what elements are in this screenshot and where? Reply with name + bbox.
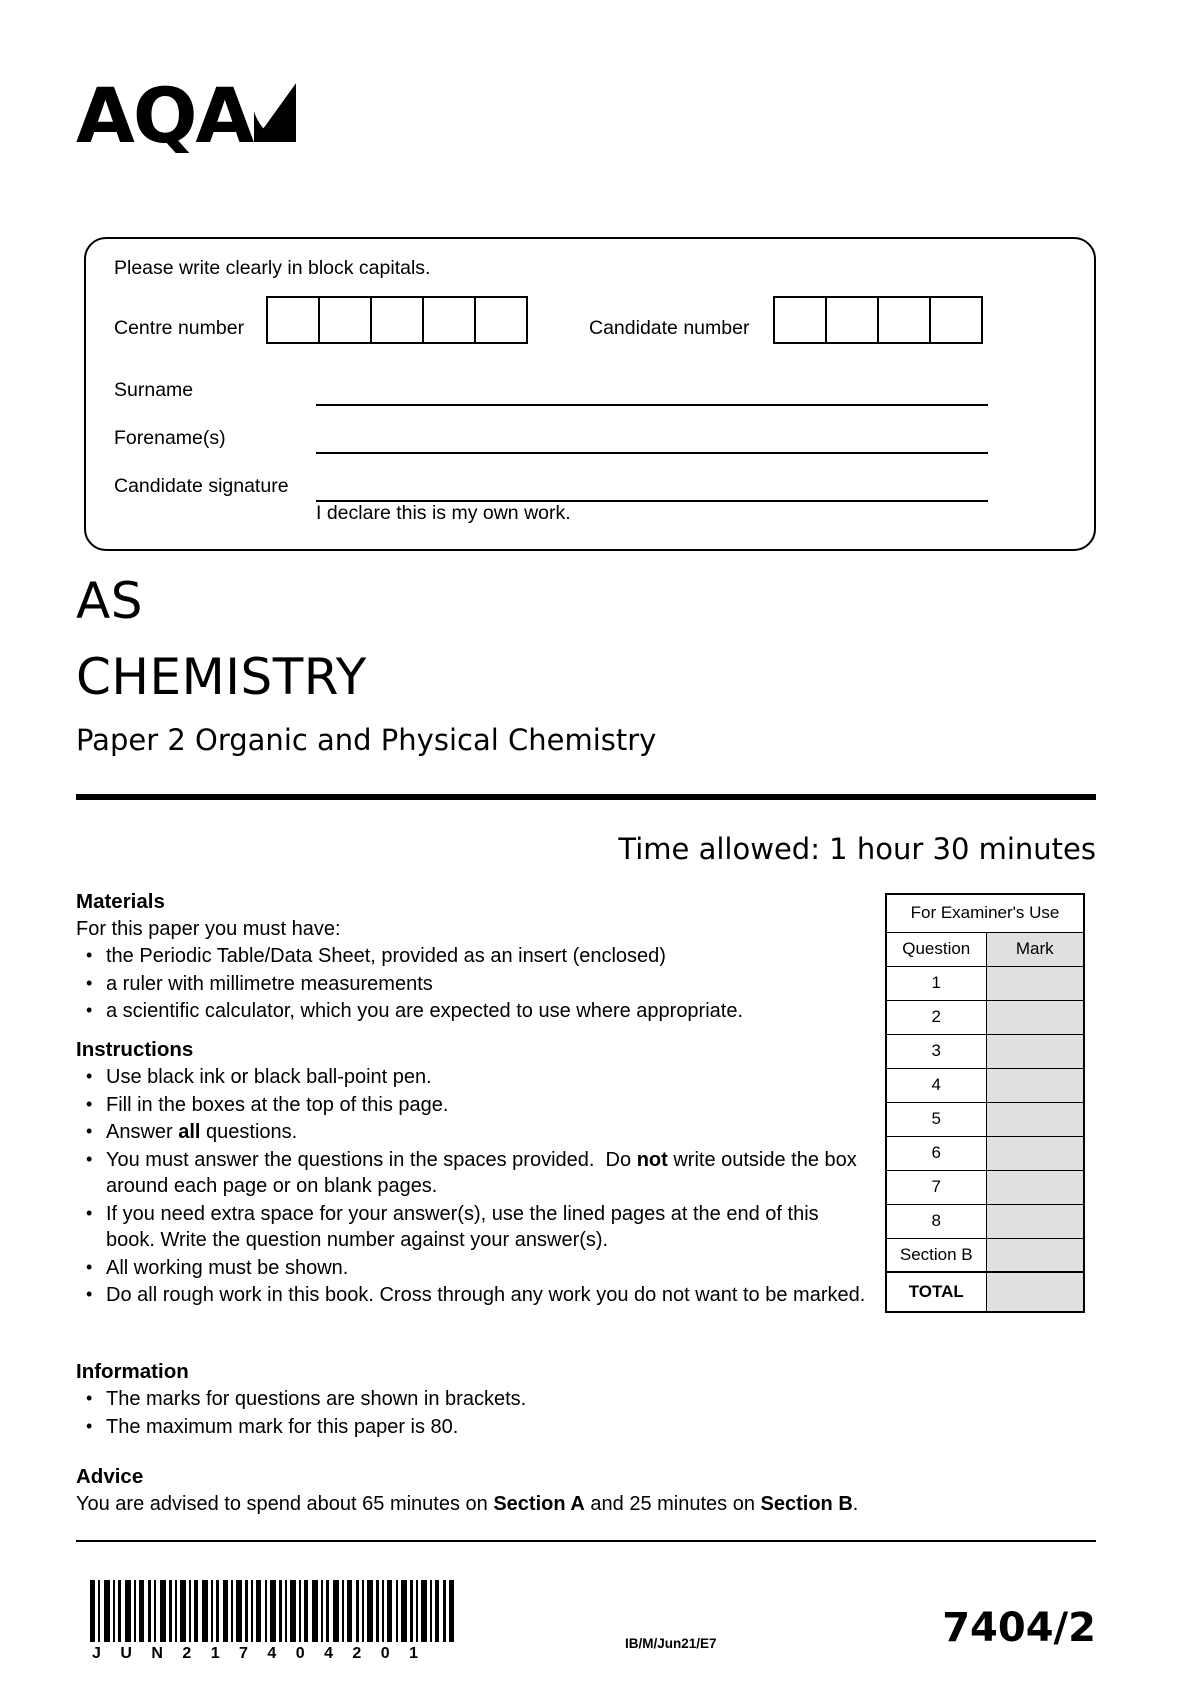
surname-label: Surname — [114, 379, 194, 401]
mark-input[interactable] — [986, 1136, 1084, 1170]
question-number: Section B — [886, 1238, 986, 1272]
barcode-bars — [90, 1580, 460, 1642]
aqa-logo-text: AQA — [76, 71, 253, 160]
total-mark-input[interactable] — [986, 1272, 1084, 1312]
materials-heading: Materials — [76, 890, 165, 913]
candidate-number-label: Candidate number — [589, 317, 750, 339]
mark-input[interactable] — [986, 1068, 1084, 1102]
table-row — [886, 1272, 1084, 1312]
information-heading: Information — [76, 1360, 189, 1383]
forenames-label: Forename(s) — [114, 427, 226, 449]
table-row — [886, 1170, 1084, 1204]
list-item: • the Periodic Table/Data Sheet, provided as an insert (enclosed) — [106, 943, 866, 970]
mark-input[interactable] — [986, 1000, 1084, 1034]
list-item: • Answer all questions. — [106, 1119, 866, 1146]
examiner-table-title: For Examiner's Use — [886, 894, 1084, 932]
surname-input[interactable] — [316, 404, 988, 406]
materials-section — [76, 890, 866, 1026]
list-item: • a scientific calculator, which you are expected to use where appropriate. — [106, 998, 866, 1025]
list-item: • Do all rough work in this book. Cross through any work you do not want to be marked. — [106, 1282, 866, 1309]
declaration-text: I declare this is my own work. — [316, 502, 571, 524]
information-section — [76, 1360, 866, 1441]
candidate-number-cell[interactable] — [773, 296, 827, 344]
barcode — [90, 1580, 460, 1642]
mark-input[interactable] — [986, 1034, 1084, 1068]
footer-divider — [76, 1540, 1096, 1542]
list-item: • Use black ink or black ball-point pen. — [106, 1064, 866, 1091]
mark-input[interactable] — [986, 1238, 1084, 1272]
candidate-number-cell[interactable] — [929, 296, 983, 344]
table-row — [886, 894, 1084, 932]
instructions-heading: Instructions — [76, 1038, 194, 1061]
advice-heading: Advice — [76, 1465, 144, 1488]
total-label: TOTAL — [886, 1272, 986, 1312]
list-item: • If you need extra space for your answer(s), use the lined pages at the end of this book. Write the question number against your answer(s). — [106, 1201, 866, 1254]
table-row — [886, 966, 1084, 1000]
table-row — [886, 1238, 1084, 1272]
table-row — [886, 1034, 1084, 1068]
question-number: 6 — [886, 1136, 986, 1170]
qualification-level: AS — [76, 572, 143, 630]
list-item: • You must answer the questions in the spaces provided. Do not write outside the box around each page or on blank pages. — [106, 1147, 866, 1200]
list-item: • Fill in the boxes at the top of this page. — [106, 1092, 866, 1119]
aqa-leaf-icon — [254, 82, 296, 142]
materials-intro: For this paper you must have: — [76, 918, 341, 940]
table-row — [886, 1136, 1084, 1170]
examiner-use-table — [885, 893, 1085, 1313]
table-row — [886, 1204, 1084, 1238]
mark-input[interactable] — [986, 1102, 1084, 1136]
candidate-signature-label: Candidate signature — [114, 475, 289, 497]
question-number: 3 — [886, 1034, 986, 1068]
question-number: 2 — [886, 1000, 986, 1034]
paper-title: Paper 2 Organic and Physical Chemistry — [76, 723, 657, 757]
centre-number-cell[interactable] — [474, 296, 528, 344]
list-item: • All working must be shown. — [106, 1255, 866, 1282]
question-number: 1 — [886, 966, 986, 1000]
centre-number-label: Centre number — [114, 317, 245, 339]
information-list — [76, 1386, 866, 1440]
question-number: 8 — [886, 1204, 986, 1238]
table-row — [886, 932, 1084, 966]
question-number: 5 — [886, 1102, 986, 1136]
column-header-mark: Mark — [986, 932, 1084, 966]
barcode-number: J U N 2 1 7 4 0 4 2 0 1 — [92, 1645, 426, 1662]
header-divider — [76, 794, 1096, 800]
forenames-input[interactable] — [316, 452, 988, 454]
table-row — [886, 1000, 1084, 1034]
centre-number-cell[interactable] — [266, 296, 320, 344]
mark-input[interactable] — [986, 966, 1084, 1000]
candidate-number-input[interactable] — [773, 296, 983, 344]
instructions-list — [76, 1064, 866, 1309]
mark-input[interactable] — [986, 1204, 1084, 1238]
centre-number-cell[interactable] — [422, 296, 476, 344]
time-allowed: Time allowed: 1 hour 30 minutes — [618, 832, 1096, 866]
mark-input[interactable] — [986, 1170, 1084, 1204]
candidate-details-box — [84, 237, 1096, 551]
materials-list — [76, 943, 866, 1025]
candidate-number-cell[interactable] — [877, 296, 931, 344]
centre-number-cell[interactable] — [370, 296, 424, 344]
centre-number-cell[interactable] — [318, 296, 372, 344]
column-header-question: Question — [886, 932, 986, 966]
table-row — [886, 1102, 1084, 1136]
candidate-number-cell[interactable] — [825, 296, 879, 344]
paper-code: 7404/2 — [942, 1605, 1096, 1651]
ib-reference-code: IB/M/Jun21/E7 — [625, 1636, 717, 1651]
question-number: 7 — [886, 1170, 986, 1204]
advice-section — [76, 1465, 866, 1517]
centre-number-input[interactable] — [266, 296, 528, 344]
block-capitals-note: Please write clearly in block capitals. — [114, 257, 431, 279]
advice-text: You are advised to spend about 65 minutes on Section A and 25 minutes on Section B. — [76, 1493, 859, 1515]
list-item: • The maximum mark for this paper is 80. — [106, 1414, 866, 1441]
subject-title: CHEMISTRY — [76, 648, 367, 706]
aqa-logo — [76, 71, 296, 160]
question-number: 4 — [886, 1068, 986, 1102]
list-item: • a ruler with millimetre measurements — [106, 971, 866, 998]
table-row — [886, 1068, 1084, 1102]
instructions-section — [76, 1038, 866, 1310]
list-item: • The marks for questions are shown in brackets. — [106, 1386, 866, 1413]
